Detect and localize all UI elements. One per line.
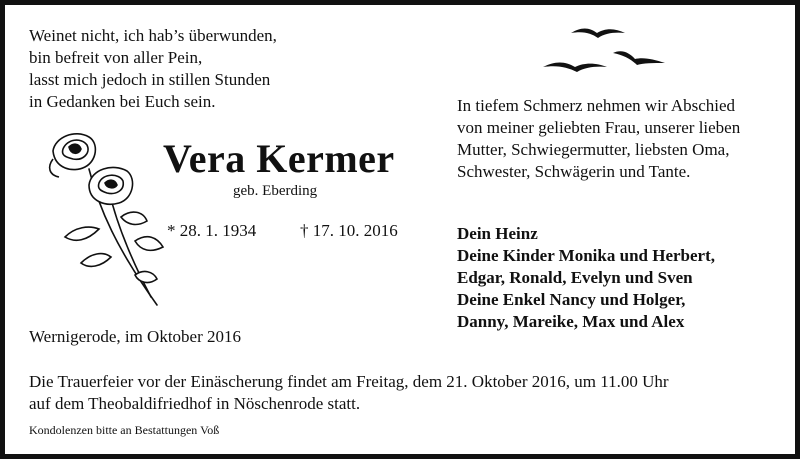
deceased-name: Vera Kermer: [163, 136, 395, 181]
mourners-line: Dein Heinz: [457, 224, 538, 243]
death-date: † 17. 10. 2016: [300, 221, 398, 240]
mourners-list: [457, 223, 715, 333]
mourners-line: Danny, Mareike, Max und Alex: [457, 312, 685, 331]
condolence-note: Kondolenzen bitte an Bestattungen Voß: [29, 423, 220, 437]
mourners-line: Edgar, Ronald, Evelyn und Sven: [457, 268, 693, 287]
announcement-line: von meiner geliebten Frau, unserer lieben: [457, 118, 741, 137]
service-line: auf dem Theobaldifriedhof in Nöschenrode statt.: [29, 394, 361, 413]
poem-line: lasst mich jedoch in stillen Stunden: [29, 70, 271, 89]
poem: [29, 25, 277, 113]
mourners-line: Deine Enkel Nancy und Holger,: [457, 290, 686, 309]
flying-birds-icon: [541, 19, 681, 81]
bird-icon: [543, 63, 607, 73]
service-line: Die Trauerfeier vor der Einäscherung findet am Freitag, dem 21. Oktober 2016, um 11.00 Uhr: [29, 372, 669, 391]
birth-date: * 28. 1. 1934: [167, 221, 257, 240]
funeral-service-info: [29, 371, 669, 415]
poem-line: in Gedanken bei Euch sein.: [29, 92, 216, 111]
bird-icon: [613, 51, 665, 65]
bird-icon: [571, 29, 625, 39]
place-and-date: Wernigerode, im Oktober 2016: [29, 327, 242, 346]
announcement-line: Schwester, Schwägerin und Tante.: [457, 162, 691, 181]
announcement: [457, 95, 792, 183]
birth-name: geb. Eberding: [233, 183, 318, 199]
rose-illustration-icon: [39, 129, 169, 309]
announcement-line: In tiefem Schmerz nehmen wir Abschied: [457, 96, 736, 115]
poem-line: bin befreit von aller Pein,: [29, 48, 203, 67]
mourners-line: Deine Kinder Monika und Herbert,: [457, 246, 715, 265]
poem-line: Weinet nicht, ich hab’s überwunden,: [29, 26, 277, 45]
announcement-line: Mutter, Schwiegermutter, liebsten Oma,: [457, 140, 730, 159]
